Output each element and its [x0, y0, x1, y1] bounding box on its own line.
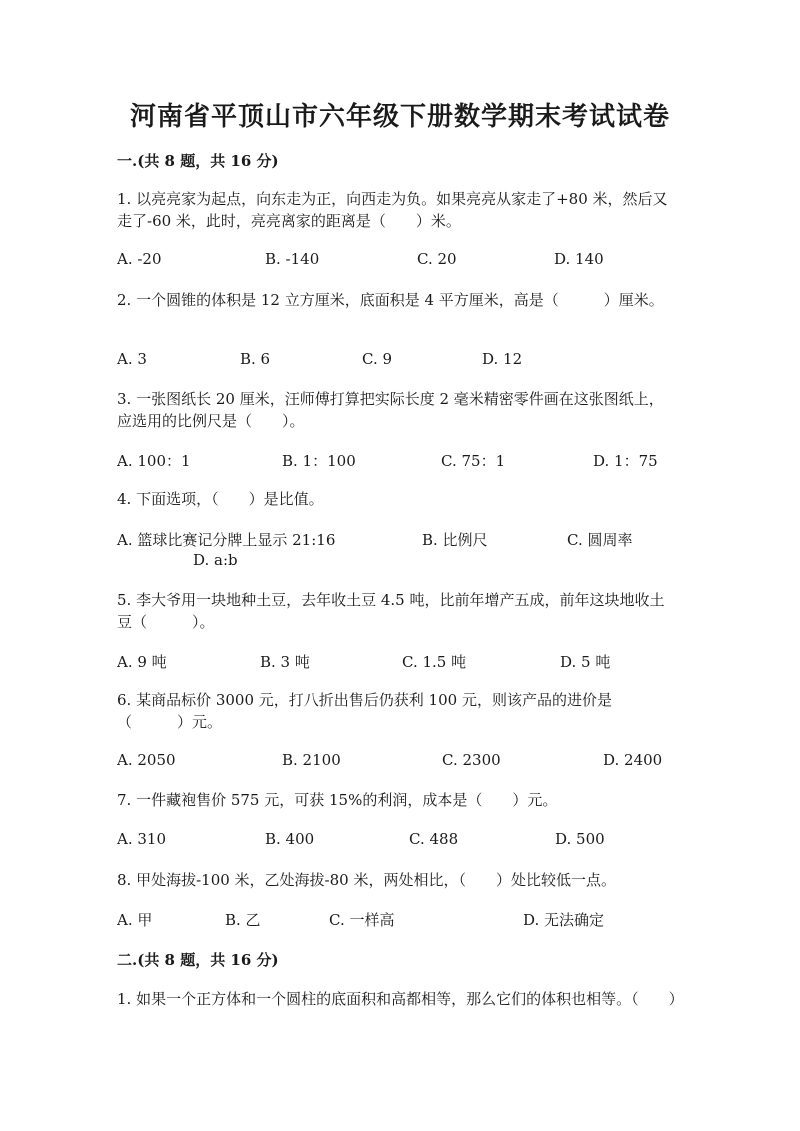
- q1-1-option-d[interactable]: D. 140: [554, 250, 604, 268]
- q1-7-option-a[interactable]: A. 310: [117, 830, 166, 848]
- q1-7-option-c[interactable]: C. 488: [409, 830, 459, 848]
- question-1-7: 7. 一件藏袍售价 575 元，可获 15%的利润，成本是（ ）元。: [117, 791, 558, 809]
- q1-1-option-a[interactable]: A. -20: [117, 250, 162, 268]
- question-1-2: 2. 一个圆锥的体积是 12 立方厘米，底面积是 4 平方厘米，高是（ ）厘米。: [117, 291, 664, 309]
- section-heading-2: 二.(共 8 题，共 16 分): [117, 951, 279, 969]
- q1-1-option-c[interactable]: C. 20: [417, 250, 457, 268]
- section-heading-1: 一.(共 8 题，共 16 分): [117, 152, 279, 170]
- q1-3-option-b[interactable]: B. 1：100: [282, 452, 356, 470]
- q1-8-option-a[interactable]: A. 甲: [117, 911, 153, 929]
- q1-2-option-c[interactable]: C. 9: [362, 350, 393, 368]
- q1-5-option-c[interactable]: C. 1.5 吨: [402, 653, 467, 671]
- question-1-5: 5. 李大爷用一块地种土豆，去年收土豆 4.5 吨，比前年增产五成，前年这块地收土豆（ ）。: [117, 591, 665, 631]
- q1-6-option-b[interactable]: B. 2100: [282, 751, 341, 769]
- page-title: 河南省平顶山市六年级下册数学期末考试试卷: [129, 102, 670, 132]
- q1-3-option-c[interactable]: C. 75：1: [441, 452, 506, 470]
- q1-3-option-a[interactable]: A. 100：1: [117, 452, 191, 470]
- question-2-1: 1. 如果一个正方体和一个圆柱的底面积和高都相等，那么它们的体积也相等。（ ）: [117, 990, 684, 1008]
- q1-6-option-d[interactable]: D. 2400: [603, 751, 663, 769]
- q1-8-option-d[interactable]: D. 无法确定: [523, 911, 605, 929]
- q1-5-option-d[interactable]: D. 5 吨: [560, 653, 611, 671]
- q1-4-option-a[interactable]: A. 篮球比赛记分牌上显示 21:16: [117, 531, 336, 549]
- q1-2-option-b[interactable]: B. 6: [240, 350, 271, 368]
- q1-8-option-b[interactable]: B. 乙: [225, 911, 261, 929]
- q1-4-option-d[interactable]: D. a:b: [193, 551, 238, 569]
- question-1-1: 1. 以亮亮家为起点，向东走为正，向西走为负。如果亮亮从家走了+80 米，然后又走了-60 米，此时，亮亮离家的距离是（ ）米。: [117, 190, 668, 230]
- q1-7-option-b[interactable]: B. 400: [265, 830, 315, 848]
- q1-4-option-b[interactable]: B. 比例尺: [422, 531, 488, 549]
- question-1-4: 4. 下面选项，（ ）是比值。: [117, 490, 324, 508]
- question-1-3: 3. 一张图纸长 20 厘米，汪师傅打算把实际长度 2 毫米精密零件画在这张图纸上，应选用的比例尺是（ ）。: [117, 390, 664, 430]
- q1-3-option-d[interactable]: D. 1：75: [593, 452, 658, 470]
- q1-5-option-a[interactable]: A. 9 吨: [117, 653, 167, 671]
- q1-4-option-c[interactable]: C. 圆周率: [567, 531, 633, 549]
- question-1-6: 6. 某商品标价 3000 元，打八折出售后仍获利 100 元，则该产品的进价是（ ）元。: [117, 691, 612, 731]
- q1-6-option-c[interactable]: C. 2300: [442, 751, 501, 769]
- q1-6-option-a[interactable]: A. 2050: [117, 751, 176, 769]
- q1-1-option-b[interactable]: B. -140: [265, 250, 320, 268]
- q1-8-option-c[interactable]: C. 一样高: [329, 911, 395, 929]
- q1-5-option-b[interactable]: B. 3 吨: [260, 653, 310, 671]
- q1-2-option-a[interactable]: A. 3: [117, 350, 147, 368]
- q1-7-option-d[interactable]: D. 500: [555, 830, 605, 848]
- q1-2-option-d[interactable]: D. 12: [482, 350, 523, 368]
- question-1-8: 8. 甲处海拔-100 米，乙处海拔-80 米，两处相比，（ ）处比较低一点。: [117, 871, 616, 889]
